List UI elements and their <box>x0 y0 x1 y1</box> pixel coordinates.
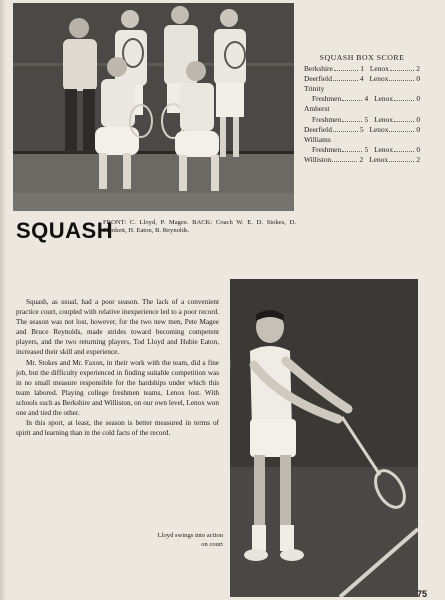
box-score-row: Freshmen 5 Lenox 0 <box>312 144 421 154</box>
action-photo <box>230 279 418 597</box>
action-photo-caption: Lloyd swings into action on court <box>157 532 223 548</box>
team-photo-graphic <box>13 3 294 211</box>
box-score-row: Deerfield 4 Lenox 0 <box>304 74 421 84</box>
team-photo <box>13 3 294 211</box>
box-score-row: Trinity <box>304 84 325 94</box>
article-paragraph: In this sport, at least, the season is better measured in terms of spirit and learning than in the cold facts of the record. <box>16 419 219 438</box>
box-score-row: Williams <box>304 134 331 144</box>
box-score <box>304 53 420 165</box>
box-score-row: Williston 2 Lenox 2 <box>304 154 421 164</box>
article-paragraph: Squash, as usual, had a poor season. The lack of a convenient practice court, coupled with relative inexperience led to a poor record. The season was not lost, however, for the two new men, Pete Magee and Bruce Reynolds, made strides toward becoming competent players, and the two returning players, Tod Lloyd and Hubie Eaton, increased their skill and experience. <box>16 298 219 357</box>
team-photo-caption: FRONT: C. Lloyd, P. Magee. BACK: Coach W. E. D. Stokes, D. Plunkett, H. Eaton, B. Reynolds. <box>103 219 296 235</box>
box-score-row: Berkshire 1 Lenox 2 <box>304 64 420 74</box>
action-photo-graphic <box>230 279 418 597</box>
box-score-row: Freshmen 5 Lenox 0 <box>312 114 421 124</box>
page-spine-shadow <box>0 0 6 600</box>
box-score-title: SQUASH BOX SCORE <box>319 53 405 62</box>
box-score-row: Amherst <box>304 104 330 114</box>
article-body <box>16 297 219 438</box>
page-number: 75 <box>417 589 428 599</box>
box-score-row: Deerfield 5 Lenox 0 <box>304 124 421 134</box>
page-heading: SQUASH <box>16 218 114 243</box>
box-score-row: Freshmen 4 Lenox 0 <box>312 94 421 104</box>
article-paragraph: Mr. Stokes and Mr. Faxon, in their work with the team, did a fine job, but the difficulty experienced in finding suitable competition was in no small measure responsible for the hardships under which this team labored. Playing college freshmen teams, Lenox lost. With schools such as Berkshire and Williston, on our own level, Lenox won one and tied the other. <box>16 358 219 418</box>
